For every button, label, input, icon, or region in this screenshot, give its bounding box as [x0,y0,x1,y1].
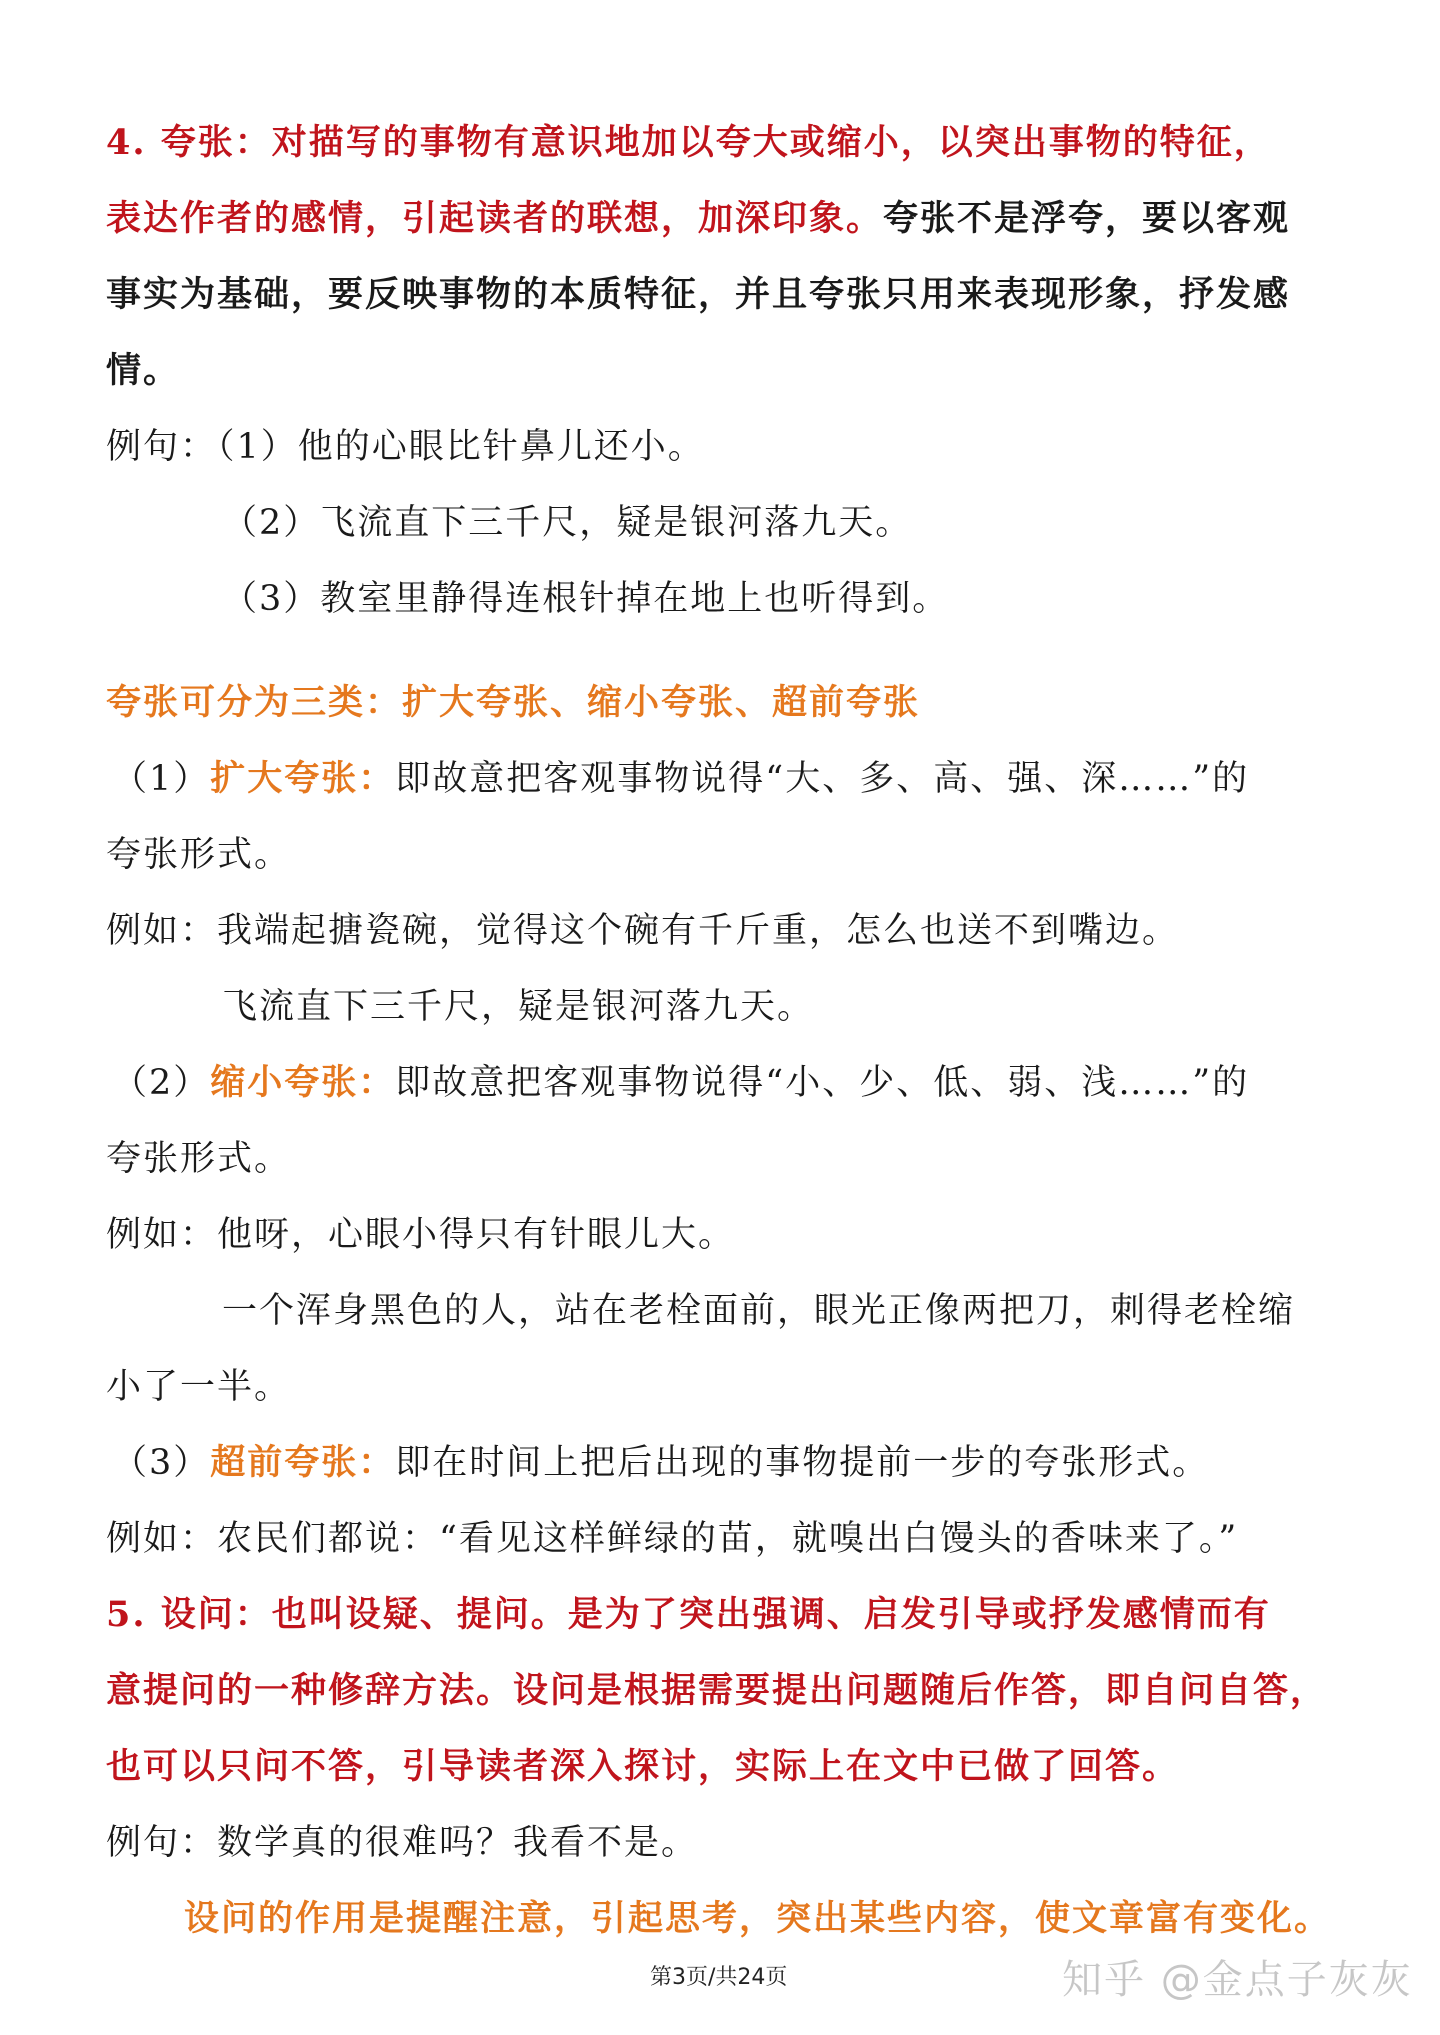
section5-definition-line1: 5. 设问：也叫设疑、提问。是为了突出强调、启发引导或抒发感情而有 [106,1594,1271,1635]
section5-example [106,1818,1344,1868]
section4-example-2: （2）飞流直下三千尺，疑是银河落九天。 [222,503,913,543]
type1-example-2: 飞流直下三千尺，疑是银河落九天。 [222,987,815,1027]
section4-note-start: 夸张不是浮夸，要以客观 [883,198,1291,239]
section4-note-line4: 情。 [106,350,181,391]
type3-desc: 即在时间上把后出现的事物提前一步的夸张形式。 [395,1443,1210,1483]
example-label: 例如： [106,911,218,951]
page-number: 第3页/共24页 [650,1965,788,1990]
type1-desc: 即故意把客观事物说得“大、多、高、强、深……”的 [395,759,1250,799]
example-label: 例如： [106,1519,218,1559]
section5-definition-line3: 也可以只问不答，引导读者深入探讨，实际上在文中已做了回答。 [106,1746,1180,1787]
example-label: 例句： [106,1823,218,1863]
section4-example-1 [106,422,1344,472]
section4-definition-line1: 4. 夸张：对描写的事物有意识地加以夸大或缩小，以突出事物的特征， [106,122,1271,163]
example-text: （1）他的心眼比针鼻儿还小。 [217,427,705,467]
type2-desc: 即故意把客观事物说得“小、少、低、弱、浅……”的 [395,1063,1250,1103]
type2-number: （2） [112,1063,211,1103]
watermark: 知乎 @金点子灰灰 [1062,1957,1413,2003]
example-text: 数学真的很难吗？我看不是。 [217,1823,699,1863]
example-text: 他呀，心眼小得只有针眼儿大。 [217,1215,736,1255]
section4-definition-line2 [106,194,1344,244]
type2-example-2b: 小了一半。 [106,1367,292,1407]
type3-name: 超前夸张： [210,1442,396,1483]
section5-definition-line2: 意提问的一种修辞方法。设问是根据需要提出问题随后作答，即自问自答， [106,1670,1328,1711]
type2-line1 [112,1058,1344,1108]
type1-line1 [112,754,1344,804]
section4-definition-red: 表达作者的感情，引起读者的联想，加深印象。 [106,198,884,239]
type1-name: 扩大夸张： [210,758,396,799]
type2-example-1 [106,1210,1344,1260]
type2-name: 缩小夸张： [210,1062,396,1103]
types-heading: 夸张可分为三类：扩大夸张、缩小夸张、超前夸张 [106,682,921,723]
example-label: 例如： [106,1215,218,1255]
section4-note-line3: 事实为基础，要反映事物的本质特征，并且夸张只用来表现形象，抒发感 [106,274,1291,315]
type3-line1 [112,1438,1344,1488]
example-text: 农民们都说：“看见这样鲜绿的苗，就嗅出白馒头的香味来了。” [217,1519,1239,1559]
example-label: 例句： [106,427,218,467]
type2-line2: 夸张形式。 [106,1139,292,1179]
type1-line2: 夸张形式。 [106,835,292,875]
section4-example-3: （3）教室里静得连根针掉在地上也听得到。 [222,579,950,619]
type1-number: （1） [112,759,211,799]
example-text: 我端起搪瓷碗，觉得这个碗有千斤重，怎么也送不到嘴边。 [217,911,1180,951]
type3-example-1 [106,1514,1344,1564]
section5-effect: 设问的作用是提醒注意，引起思考，突出某些内容，使文章富有变化。 [184,1898,1332,1939]
type3-number: （3） [112,1443,211,1483]
type1-example-1 [106,906,1344,956]
type2-example-2: 一个浑身黑色的人，站在老栓面前，眼光正像两把刀，刺得老栓缩 [222,1291,1296,1331]
